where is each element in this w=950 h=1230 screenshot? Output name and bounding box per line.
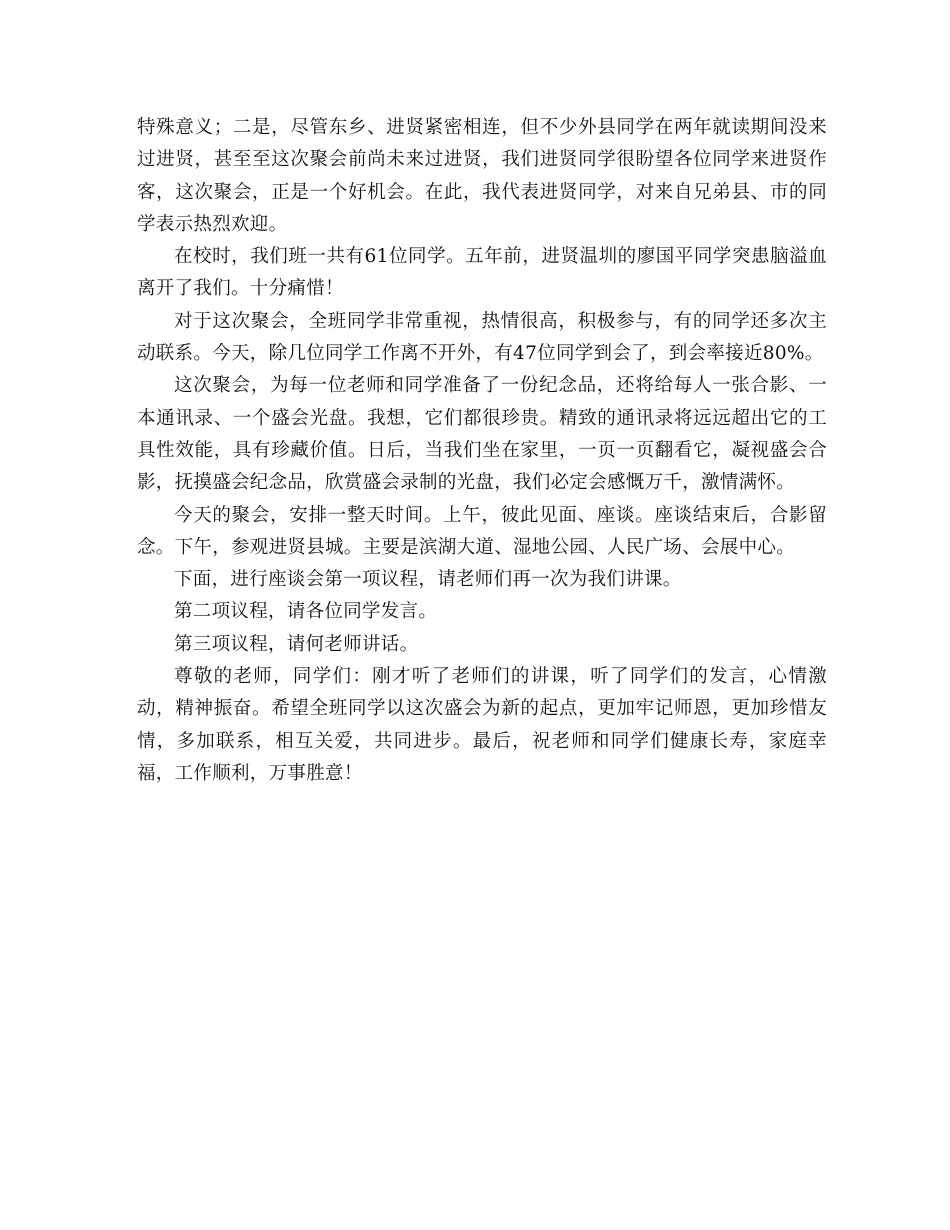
paragraph-4: 这次聚会，为每一位老师和同学准备了一份纪念品，还将给每人一张合影、一本通讯录、一个盛会光盘。我想，它们都很珍贵。精致的通讯录将远远超出它的工具性效能，具有珍藏价值。日后，当我们坐在家里，一页一页翻看它，凝视盛会合影，抚摸盛会纪念品，欣赏盛会录制的光盘，我们必定会感慨万千，激情满怀。 <box>137 375 827 494</box>
paragraph-3: 对于这次聚会，全班同学非常重视，热情很高，积极参与，有的同学还多次主动联系。今天，除几位同学工作离不开外，有47位同学到会了，到会率接近80%。 <box>137 310 827 365</box>
paragraph-6: 下面，进行座谈会第一项议程，请老师们再一次为我们讲课。 <box>174 569 682 591</box>
paragraph-5: 今天的聚会，安排一整天时间。上午，彼此见面、座谈。座谈结束后，合影留念。下午，参观进贤县城。主要是滨湖大道、湿地公园、人民广场、会展中心。 <box>137 504 827 558</box>
paragraph-8: 第三项议程，请何老师讲话。 <box>174 633 419 655</box>
paragraph-7: 第二项议程，请各位同学发言。 <box>174 601 438 623</box>
paragraph-1: 特殊意义；二是，尽管东乡、进贤紧密相连，但不少外县同学在两年就读期间没来过进贤，甚至至这次聚会前尚未来过进贤，我们进贤同学很盼望各位同学来进贤作客，这次聚会，正是一个好机会。在此，我代表进贤同学，对来自兄弟县、市的同学表示热烈欢迎。 <box>137 117 827 235</box>
document-body <box>137 112 827 790</box>
paragraph-9: 尊敬的老师，同学们：刚才听了老师们的讲课，听了同学们的发言，心情激动，精神振奋。希望全班同学以这次盛会为新的起点，更加牢记师恩，更加珍惜友情，多加联系，相互关爱，共同进步。最后，祝老师和同学们健康长寿，家庭幸福，工作顺利，万事胜意！ <box>137 666 827 784</box>
paragraph-2: 在校时，我们班一共有61位同学。五年前，进贤温圳的廖国平同学突患脑溢血离开了我们。十分痛惜！ <box>137 246 827 300</box>
